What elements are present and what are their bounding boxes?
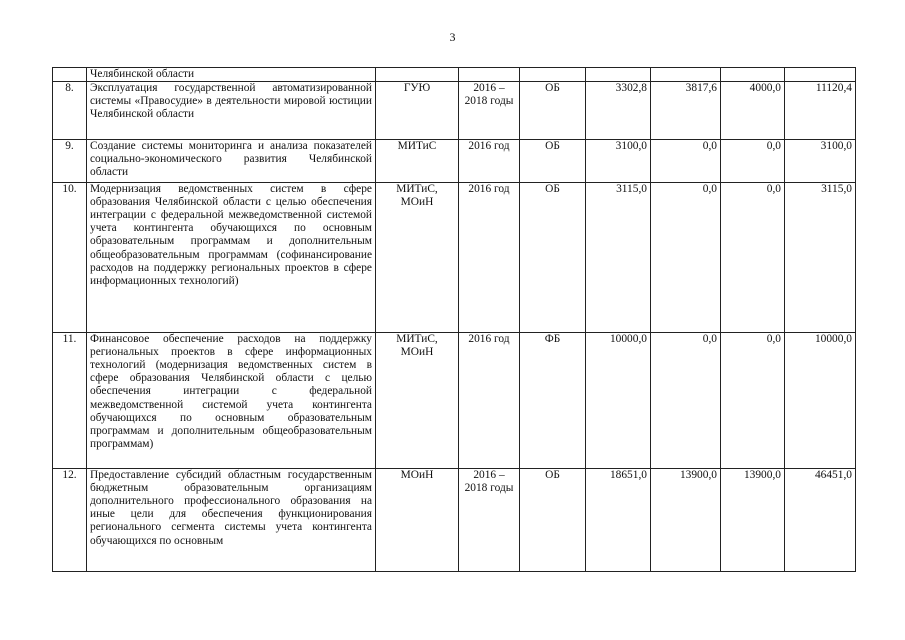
value-year-2: 13900,0 xyxy=(651,469,721,572)
funding-source: ОБ xyxy=(520,140,586,183)
value-total: 46451,0 xyxy=(785,469,856,572)
executor: МИТиС, МОиН xyxy=(376,183,459,333)
value-year-1: 18651,0 xyxy=(586,469,651,572)
funding-source: ОБ xyxy=(520,469,586,572)
executor: МИТиС xyxy=(376,140,459,183)
value-year-2: 3817,6 xyxy=(651,82,721,140)
value-year-2: 0,0 xyxy=(651,140,721,183)
table-row xyxy=(53,469,856,572)
value-year-1: 3100,0 xyxy=(586,140,651,183)
value-year-3: 0,0 xyxy=(721,333,785,469)
table-row xyxy=(53,333,856,469)
executor: МОиН xyxy=(376,469,459,572)
measure-name: Предоставление субсидий областным государственным бюджетным образовательным организациям дополнительного профессионального образования на иные цели для обеспечения функционирования регионального сегмента системы учета контингента обучающихся по основным xyxy=(87,469,376,572)
row-number: 8. xyxy=(53,82,87,140)
measure-name: Создание системы мониторинга и анализа показателей социально-экономического развития Челябинской области xyxy=(87,140,376,183)
table-row xyxy=(53,183,856,333)
value-total: 11120,4 xyxy=(785,82,856,140)
executor: МИТиС, МОиН xyxy=(376,333,459,469)
row-number: 9. xyxy=(53,140,87,183)
funding-source: ФБ xyxy=(520,333,586,469)
value-year-1: 10000,0 xyxy=(586,333,651,469)
measure-name: Финансовое обеспечение расходов на поддержку региональных проектов в сфере информационных технологий (модернизация ведомственных систем в сфере образования Челябинской области с целью обеспечения интеграции с федеральной межведомственной системой учета контингента обучающихся по основным образовательным программам и дополнительным общеобразовательным программам) xyxy=(87,333,376,469)
measure-name: Челябинской области xyxy=(87,68,376,82)
period: 2016 год xyxy=(459,183,520,333)
funding-source: ОБ xyxy=(520,183,586,333)
funding-source: ОБ xyxy=(520,82,586,140)
table-row xyxy=(53,140,856,183)
value-total: 10000,0 xyxy=(785,333,856,469)
period: 2016 год xyxy=(459,333,520,469)
period: 2016 год xyxy=(459,140,520,183)
period: 2016 – 2018 годы xyxy=(459,469,520,572)
value-year-3: 0,0 xyxy=(721,140,785,183)
row-number: 10. xyxy=(53,183,87,333)
table-row-carryover xyxy=(53,68,856,82)
table-row xyxy=(53,82,856,140)
measures-table xyxy=(52,67,856,572)
value-year-3: 13900,0 xyxy=(721,469,785,572)
value-year-1: 3115,0 xyxy=(586,183,651,333)
value-total: 3100,0 xyxy=(785,140,856,183)
value-year-3: 0,0 xyxy=(721,183,785,333)
row-number: 12. xyxy=(53,469,87,572)
measure-name: Эксплуатация государственной автоматизированной системы «Правосудие» в деятельности мировой юстиции Челябинской области xyxy=(87,82,376,140)
value-year-2: 0,0 xyxy=(651,333,721,469)
executor: ГУЮ xyxy=(376,82,459,140)
measure-name: Модернизация ведомственных систем в сфере образования Челябинской области с целью обеспечения интеграции с федеральной межведомственной системой учета контингента обучающихся по основным образовательным программам и дополнительным общеобразовательным программам (софинансирование расходов на поддержку региональных проектов в сфере информационных технологий) xyxy=(87,183,376,333)
page-number: 3 xyxy=(449,30,456,44)
value-total: 3115,0 xyxy=(785,183,856,333)
value-year-3: 4000,0 xyxy=(721,82,785,140)
row-number: 11. xyxy=(53,333,87,469)
value-year-2: 0,0 xyxy=(651,183,721,333)
value-year-1: 3302,8 xyxy=(586,82,651,140)
period: 2016 – 2018 годы xyxy=(459,82,520,140)
